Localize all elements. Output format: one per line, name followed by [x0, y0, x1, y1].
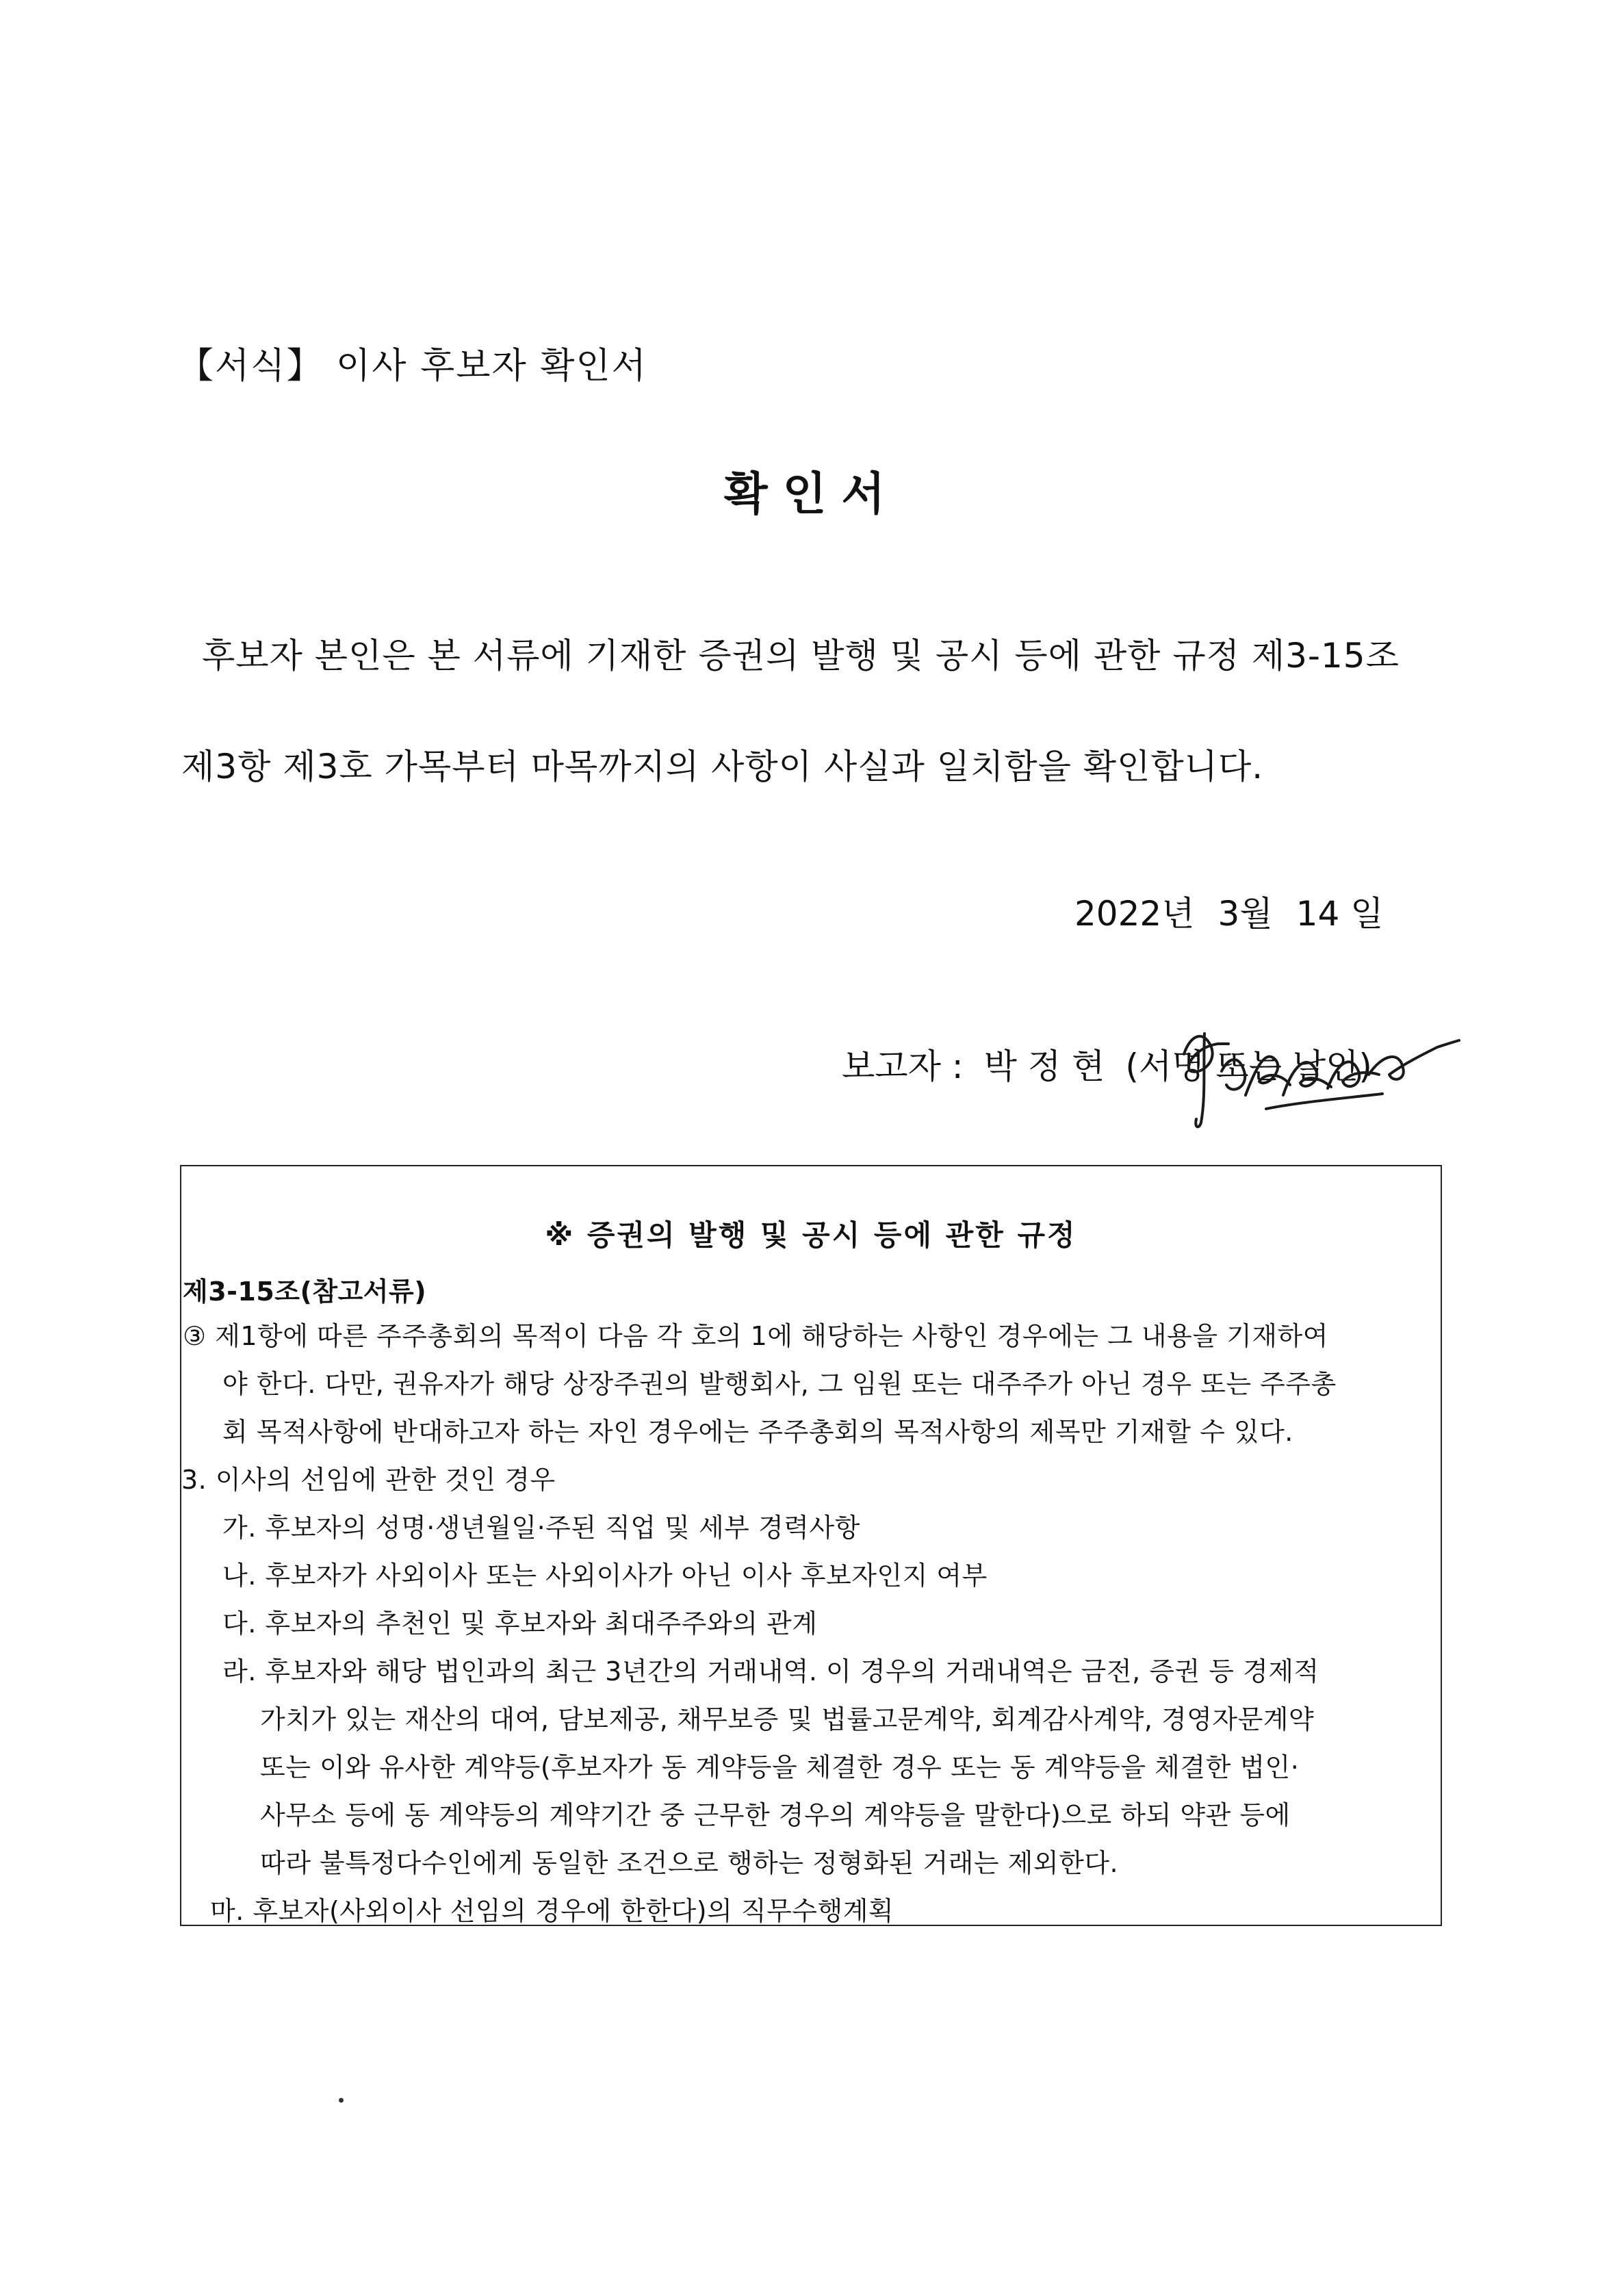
statement-line-1: 후보자 본인은 본 서류에 기재한 증권의 발행 및 공시 등에 관한 규정 제3-15조	[202, 636, 1400, 676]
item-na: 나. 후보자가 사외이사 또는 사외이사가 아닌 이사 후보자인지 여부	[222, 1561, 988, 1591]
date-year: 2022년	[1074, 894, 1195, 934]
paragraph-3-line-3: 회 목적사항에 반대하고자 하는 자인 경우에는 주주총회의 목적사항의 제목만 기재할 수 있다.	[222, 1417, 1293, 1447]
item-ma: 마. 후보자(사외이사 선임의 경우에 한한다)의 직무수행계획	[210, 1896, 894, 1926]
regulation-title: ※ 증권의 발행 및 공시 등에 관한 규정	[545, 1218, 1077, 1252]
date-line	[1074, 886, 1384, 936]
form-label: 【서식】 이사 후보자 확인서	[178, 346, 647, 387]
item-ga: 가. 후보자의 성명·생년월일·주된 직업 및 세부 경력사항	[222, 1513, 860, 1543]
date-day: 14 일	[1296, 894, 1384, 934]
handwritten-signature	[1163, 1006, 1465, 1136]
paragraph-3-line-1: ③ 제1항에 따른 주주총회의 목적이 다음 각 호의 1에 해당하는 사항인 경우에는 그 내용을 기재하여	[183, 1321, 1328, 1351]
scan-dot-mark	[339, 2098, 344, 2103]
item-ra-line-2: 가치가 있는 재산의 대여, 담보제공, 채무보증 및 법률고문계약, 회계감사계약, 경영자문계약	[260, 1704, 1315, 1734]
article-heading: 제3-15조(참고서류)	[183, 1277, 427, 1307]
item-da: 다. 후보자의 추천인 및 후보자와 최대주주와의 관계	[222, 1608, 818, 1639]
item-ra-line-1: 라. 후보자와 해당 법인과의 최근 3년간의 거래내역. 이 경우의 거래내역은 금전, 증권 등 경제적	[222, 1656, 1319, 1687]
item-ra-line-5: 따라 불특정다수인에게 동일한 조건으로 행하는 정형화된 거래는 제외한다.	[260, 1848, 1119, 1878]
date-month: 3월	[1217, 894, 1273, 934]
signer-name: 박 정 현	[983, 1047, 1105, 1086]
item-ra-line-4: 사무소 등에 동 계약등의 계약기간 중 근무한 경우의 계약등을 말한다)으로 하되 약관 등에	[260, 1800, 1291, 1830]
signer-label: 보고자 :	[842, 1047, 964, 1086]
document-title: 확인서	[723, 467, 901, 520]
item-ra-line-3: 또는 이와 유사한 계약등(후보자가 동 계약등을 체결한 경우 또는 동 계약등을 체결한 법인·	[260, 1752, 1300, 1782]
regulation-reference-box	[180, 1165, 1442, 1926]
item-3: 3. 이사의 선임에 관한 것인 경우	[181, 1465, 556, 1495]
signer-seal-note: (서명 또는 날인)	[1125, 1047, 1372, 1086]
statement-line-2: 제3항 제3호 가목부터 마목까지의 사항이 사실과 일치함을 확인합니다.	[181, 747, 1264, 786]
paragraph-3-line-2: 야 한다. 다만, 권유자가 해당 상장주권의 발행회사, 그 임원 또는 대주주가 아닌 경우 또는 주주총	[222, 1369, 1337, 1399]
